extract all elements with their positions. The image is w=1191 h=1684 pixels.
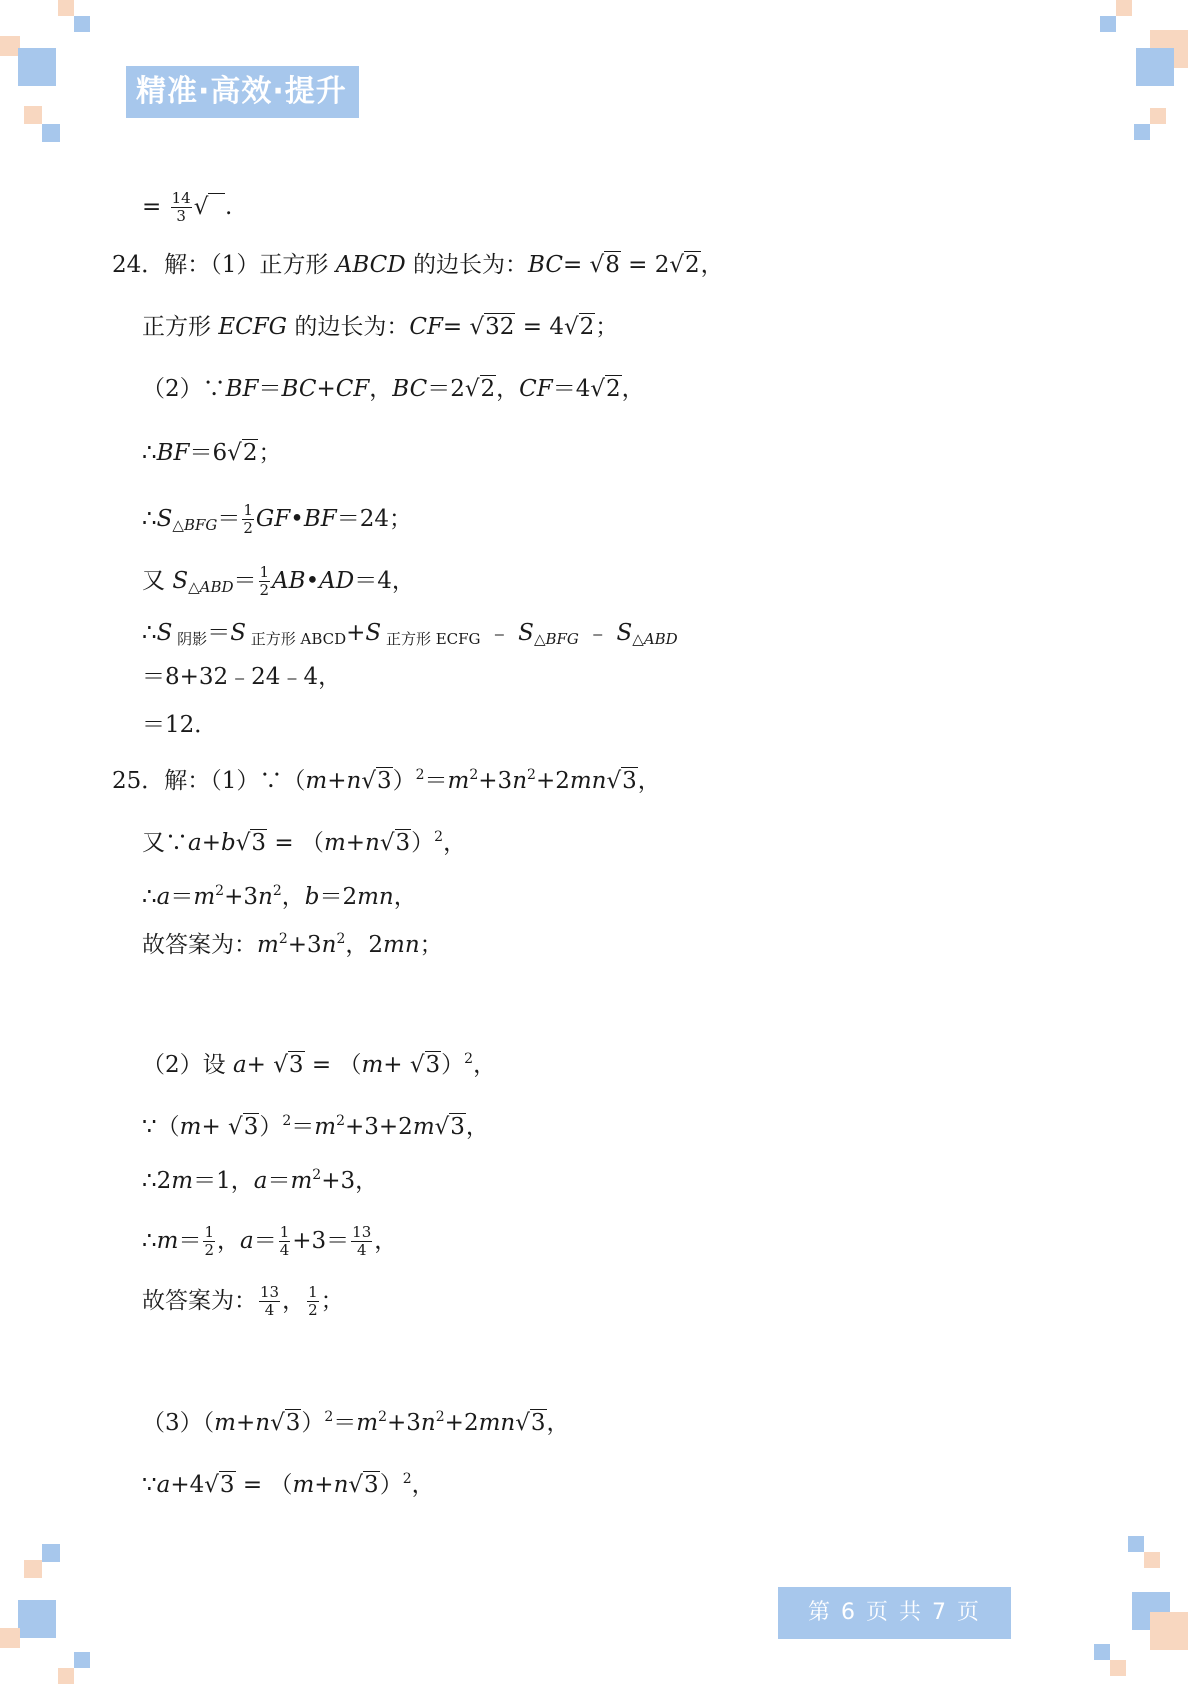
- fraction: [203, 1224, 215, 1260]
- superscript: 2: [324, 1409, 334, 1425]
- corner-decoration: [1144, 1552, 1160, 1568]
- text-run: +3: [387, 1410, 421, 1436]
- math-var: S: [230, 620, 246, 646]
- text-run: √: [348, 1472, 364, 1498]
- text-run: ；: [595, 314, 619, 340]
- fraction-denominator: 2: [308, 1301, 318, 1320]
- math-line: ＝12．: [142, 712, 218, 738]
- superscript: 2: [464, 1051, 474, 1067]
- math-var: m: [292, 1472, 315, 1498]
- text-run: ＝: [291, 1114, 315, 1140]
- text-run: ＝: [267, 1168, 291, 1194]
- text-run: ＝1，: [193, 1168, 254, 1194]
- text-run: 的边长为：: [405, 252, 529, 278]
- radicand: 3: [219, 1472, 235, 1498]
- fraction: [279, 1224, 291, 1260]
- fraction: [259, 1284, 280, 1320]
- superscript: 2: [434, 829, 444, 845]
- math-var: m: [447, 768, 470, 794]
- text-run: ）: [379, 1472, 403, 1498]
- math-line: [142, 932, 443, 957]
- math-var: BF: [225, 376, 259, 402]
- subscript: △BFG: [533, 630, 579, 648]
- text-run: ，: [369, 376, 393, 402]
- math-var: mn: [383, 932, 420, 958]
- math-line: [142, 190, 232, 226]
- math-var: n: [420, 1410, 436, 1436]
- math-var: S: [616, 620, 633, 646]
- text-run: +3: [224, 884, 258, 910]
- text-run: ∴: [142, 1227, 157, 1254]
- math-var: a: [253, 1168, 268, 1194]
- math-line: [142, 1224, 397, 1260]
- math-var: a: [156, 1472, 171, 1498]
- corner-decoration: [58, 0, 74, 16]
- fraction-numerator: 1: [308, 1283, 318, 1301]
- math-line: [142, 884, 417, 909]
- text-run: +: [314, 1472, 334, 1498]
- corner-decoration: [1128, 1536, 1144, 1552]
- math-var: b: [304, 884, 320, 910]
- text-run: ，: [496, 376, 520, 402]
- text-run: + √: [383, 1052, 425, 1078]
- math-line: [142, 1284, 344, 1320]
- text-run: ＝2√: [427, 376, 480, 402]
- text-run: ；: [419, 932, 443, 958]
- fraction-numerator: 1: [243, 501, 253, 519]
- text-run: ﹣: [480, 620, 519, 646]
- math-var: m: [156, 1227, 179, 1254]
- corner-decoration: [1100, 16, 1116, 32]
- superscript: 2: [282, 1113, 292, 1129]
- text-run: .: [224, 193, 233, 220]
- text-run: ＝: [170, 884, 194, 910]
- corner-decoration: [18, 1600, 56, 1638]
- math-line: [112, 254, 724, 277]
- text-run: ＝: [258, 376, 282, 402]
- corner-decoration: [1150, 1612, 1188, 1650]
- corner-decoration: [1110, 1660, 1126, 1676]
- text-run: ﹣: [578, 620, 617, 646]
- superscript: 2: [336, 1113, 345, 1129]
- text-run: = （: [235, 1472, 293, 1498]
- math-line: [142, 1114, 489, 1139]
- text-run: √: [270, 1410, 285, 1436]
- math-var: m: [314, 1114, 337, 1140]
- math-var: CF: [335, 376, 370, 402]
- text-run: ，: [465, 1114, 489, 1140]
- text-run: √: [379, 830, 395, 856]
- math-line: [142, 1410, 570, 1435]
- fraction-denominator: 2: [259, 581, 270, 600]
- text-run: ＝4√: [552, 376, 606, 402]
- math-var: m: [290, 1168, 313, 1194]
- text-run: ，: [393, 884, 417, 910]
- math-var: n: [365, 830, 380, 856]
- text-run: ＝: [207, 620, 231, 646]
- subscript: △ABD: [632, 630, 678, 648]
- text-run: ∵: [142, 1472, 157, 1498]
- radicand: 3: [288, 1052, 304, 1078]
- radicand: 3: [364, 1472, 379, 1498]
- text-run: ，: [473, 1052, 497, 1078]
- text-run: ∴: [142, 620, 157, 646]
- text-run: 25．解：（1）∵（: [112, 768, 306, 794]
- text-run: +2: [444, 1410, 479, 1436]
- fraction: [171, 190, 192, 226]
- text-run: ∴: [142, 440, 157, 466]
- radicand: 3: [395, 830, 411, 856]
- corner-decoration: [1134, 124, 1150, 140]
- fraction: [307, 1284, 319, 1320]
- radicand: 2: [480, 376, 496, 402]
- radicand-empty: [208, 193, 225, 220]
- fraction: [242, 502, 254, 538]
- text-run: （2）设: [142, 1052, 233, 1078]
- superscript: 2: [272, 883, 282, 899]
- radicand: 3: [285, 1410, 301, 1436]
- text-run: ；: [258, 440, 282, 466]
- text-run: +: [345, 830, 366, 856]
- radicand: 2: [579, 314, 595, 340]
- superscript: 2: [378, 1409, 388, 1425]
- text-run: ＝2: [319, 884, 358, 910]
- math-line: [112, 768, 661, 793]
- text-run: ，: [374, 1227, 398, 1254]
- text-run: •: [305, 567, 320, 594]
- text-run: +3，: [321, 1168, 379, 1194]
- text-run: +4√: [170, 1472, 219, 1498]
- math-var: S: [365, 620, 382, 646]
- corner-decoration: [42, 124, 60, 142]
- math-var: BC: [528, 252, 563, 278]
- math-var: n: [321, 932, 337, 958]
- text-run: （3）（: [142, 1410, 215, 1436]
- text-run: 24．解：（1）正方形: [112, 252, 336, 278]
- math-var: m: [356, 1410, 379, 1436]
- text-run: ∴: [142, 884, 157, 910]
- text-run: ，2: [345, 932, 384, 958]
- text-run: +: [327, 768, 347, 794]
- brand-banner: 精准·高效·提升: [126, 66, 359, 118]
- superscript: 2: [215, 883, 225, 899]
- math-line: [142, 378, 645, 401]
- text-run: +3: [287, 932, 322, 958]
- radicand: 3: [425, 1052, 441, 1078]
- text-run: ）: [411, 830, 435, 856]
- text-run: ＝: [333, 1410, 357, 1436]
- fraction-denominator: 2: [243, 519, 253, 538]
- math-var: S: [156, 620, 173, 646]
- fraction-numerator: 14: [171, 189, 191, 207]
- text-run: ＝: [424, 768, 448, 794]
- math-var: S: [156, 505, 173, 532]
- math-var: n: [512, 768, 528, 794]
- radicand: 3: [622, 768, 637, 794]
- corner-decoration: [0, 1628, 20, 1648]
- text-run: 又: [142, 567, 173, 594]
- text-run: ，: [281, 884, 305, 910]
- math-var: m: [412, 1114, 435, 1140]
- math-var: a: [232, 1052, 247, 1078]
- superscript: 2: [435, 1409, 445, 1425]
- math-var: mn: [569, 768, 607, 794]
- radicand: 3: [251, 830, 267, 856]
- math-var: n: [333, 1472, 349, 1498]
- text-run: = √: [442, 314, 485, 340]
- text-run: ＝: [178, 1227, 202, 1254]
- text-run: +: [235, 1410, 256, 1436]
- sqrt-sign: √: [193, 193, 209, 220]
- radicand: 32: [485, 314, 515, 340]
- corner-decoration: [1136, 48, 1174, 86]
- text-run: ）: [301, 1410, 325, 1436]
- math-var: CF: [519, 376, 553, 402]
- text-run: √: [515, 1410, 530, 1436]
- fraction: [259, 564, 271, 600]
- superscript: 2: [336, 931, 346, 947]
- math-var: S: [172, 567, 189, 594]
- math-var: m: [179, 1114, 202, 1140]
- text-run: = （: [267, 830, 324, 856]
- math-var: a: [156, 884, 171, 910]
- text-run: （2）∵: [142, 376, 226, 402]
- text-run: = 4√: [515, 314, 579, 340]
- math-var: n: [346, 768, 362, 794]
- text-run: •: [290, 505, 304, 532]
- math-line: [142, 316, 618, 339]
- math-var: m: [361, 1052, 384, 1078]
- math-var: m: [171, 1168, 194, 1194]
- text-run: 的边长为：: [287, 314, 410, 340]
- text-run: √: [434, 1114, 450, 1140]
- text-run: +: [346, 620, 366, 646]
- fraction-denominator: 4: [279, 1241, 290, 1260]
- math-var: GF: [255, 505, 291, 532]
- math-var: ABCD: [335, 252, 406, 278]
- text-run: =: [142, 193, 162, 220]
- text-run: √: [235, 830, 251, 856]
- text-run: ，: [700, 252, 724, 278]
- math-var: ECFG: [218, 314, 288, 340]
- text-run: +3＝: [292, 1227, 350, 1254]
- corner-decoration: [24, 106, 42, 124]
- math-var: AB: [272, 567, 306, 594]
- corner-decoration: [1150, 108, 1166, 124]
- math-var: BF: [303, 505, 337, 532]
- math-var: BC: [281, 376, 317, 402]
- superscript: 2: [402, 1471, 412, 1487]
- math-var: m: [305, 768, 328, 794]
- corner-decoration: [18, 48, 56, 86]
- subscript: △BFG: [172, 515, 218, 534]
- text-run: = 2√: [620, 252, 685, 278]
- text-run: ，: [621, 376, 645, 402]
- text-run: √: [361, 768, 376, 794]
- text-run: ＝: [253, 1227, 277, 1254]
- math-var: m: [193, 884, 216, 910]
- text-run: ＝4，: [354, 567, 415, 594]
- math-var: a: [188, 830, 202, 856]
- corner-decoration: [58, 1668, 74, 1684]
- subscript: 阴影: [172, 630, 208, 648]
- fraction-numerator: 13: [352, 1223, 372, 1241]
- text-run: ，: [546, 1410, 570, 1436]
- fraction-denominator: 4: [264, 1301, 275, 1320]
- radicand: 3: [530, 1410, 546, 1436]
- text-run: +2: [535, 768, 570, 794]
- math-line: [142, 1168, 378, 1193]
- math-var: mn: [357, 884, 394, 910]
- corner-decoration: [1094, 1644, 1110, 1660]
- fraction-denominator: 3: [176, 207, 186, 226]
- text-run: ，: [282, 1287, 306, 1314]
- text-run: ∴: [142, 505, 157, 532]
- superscript: 2: [312, 1167, 322, 1183]
- superscript: 2: [527, 767, 536, 783]
- math-line: ＝8+32﹣24﹣4，: [142, 664, 342, 690]
- superscript: 2: [469, 767, 479, 783]
- math-line: [142, 564, 415, 600]
- math-var: S: [518, 620, 534, 646]
- corner-decoration: [1116, 0, 1132, 16]
- text-run: √: [606, 768, 622, 794]
- math-line: [142, 1052, 496, 1077]
- subscript: △ABD: [188, 577, 234, 596]
- text-run: 正方形: [142, 314, 219, 340]
- math-var: m: [257, 932, 279, 958]
- text-run: +: [316, 376, 336, 402]
- text-run: 又∵: [142, 830, 188, 856]
- text-run: +: [201, 830, 221, 856]
- text-run: ∵（: [142, 1114, 180, 1140]
- math-var: a: [240, 1227, 254, 1254]
- fraction-numerator: 1: [204, 1223, 214, 1241]
- text-run: + √: [201, 1114, 243, 1140]
- text-run: ）: [441, 1052, 465, 1078]
- math-var: CF: [409, 314, 443, 340]
- fraction-denominator: 2: [204, 1241, 214, 1260]
- text-run: + √: [246, 1052, 288, 1078]
- text-run: ；: [320, 1287, 344, 1314]
- corner-decoration: [0, 36, 20, 56]
- radicand: 2: [685, 252, 700, 278]
- text-run: +3+2: [345, 1114, 413, 1140]
- page-number-badge: 第 6 页 共 7 页: [778, 1587, 1011, 1639]
- math-line: [142, 502, 412, 538]
- radicand: 2: [242, 440, 258, 466]
- fraction-numerator: 13: [260, 1283, 280, 1301]
- superscript: 2: [278, 931, 288, 947]
- subscript: 正方形 ABCD: [245, 630, 347, 648]
- fraction-numerator: 1: [279, 1223, 290, 1241]
- math-line: [142, 1472, 435, 1497]
- math-var: BC: [392, 376, 428, 402]
- radicand: 2: [606, 376, 621, 402]
- corner-decoration: [74, 1652, 90, 1668]
- superscript: 2: [415, 767, 425, 783]
- math-var: n: [258, 884, 273, 910]
- radicand: 3: [243, 1114, 259, 1140]
- text-run: ，: [637, 768, 661, 794]
- text-run: 故答案为：: [142, 932, 257, 958]
- text-run: = （: [304, 1052, 362, 1078]
- text-run: 故答案为：: [142, 1287, 257, 1314]
- corner-decoration: [24, 1560, 42, 1578]
- fraction-numerator: 1: [259, 563, 270, 581]
- text-run: ）: [392, 768, 416, 794]
- subscript: 正方形 ECFG: [381, 630, 481, 648]
- fraction: [351, 1224, 372, 1260]
- text-run: ＝: [217, 505, 241, 532]
- fraction-denominator: 4: [356, 1241, 367, 1260]
- math-var: mn: [478, 1410, 516, 1436]
- math-var: AD: [319, 567, 355, 594]
- corner-decoration: [74, 16, 90, 32]
- text-run: ∴2: [142, 1168, 172, 1194]
- text-run: ）: [259, 1114, 283, 1140]
- text-run: ，: [411, 1472, 435, 1498]
- radicand: 3: [376, 768, 392, 794]
- text-run: = √: [562, 252, 605, 278]
- math-var: m: [214, 1410, 236, 1436]
- corner-decoration: [42, 1544, 60, 1562]
- radicand: 8: [605, 252, 620, 278]
- radicand: 3: [450, 1114, 465, 1140]
- text-run: ，: [217, 1227, 240, 1254]
- math-var: BF: [156, 440, 190, 466]
- text-run: ，: [443, 830, 467, 856]
- math-line: [142, 830, 466, 855]
- text-run: +3: [478, 768, 513, 794]
- text-run: ＝6√: [189, 440, 242, 466]
- text-run: ＝24；: [336, 505, 412, 532]
- math-var: b: [221, 830, 236, 856]
- math-var: n: [255, 1410, 271, 1436]
- math-line: [142, 622, 678, 647]
- math-var: m: [323, 830, 346, 856]
- text-run: ＝: [233, 567, 257, 594]
- math-line: [142, 442, 281, 465]
